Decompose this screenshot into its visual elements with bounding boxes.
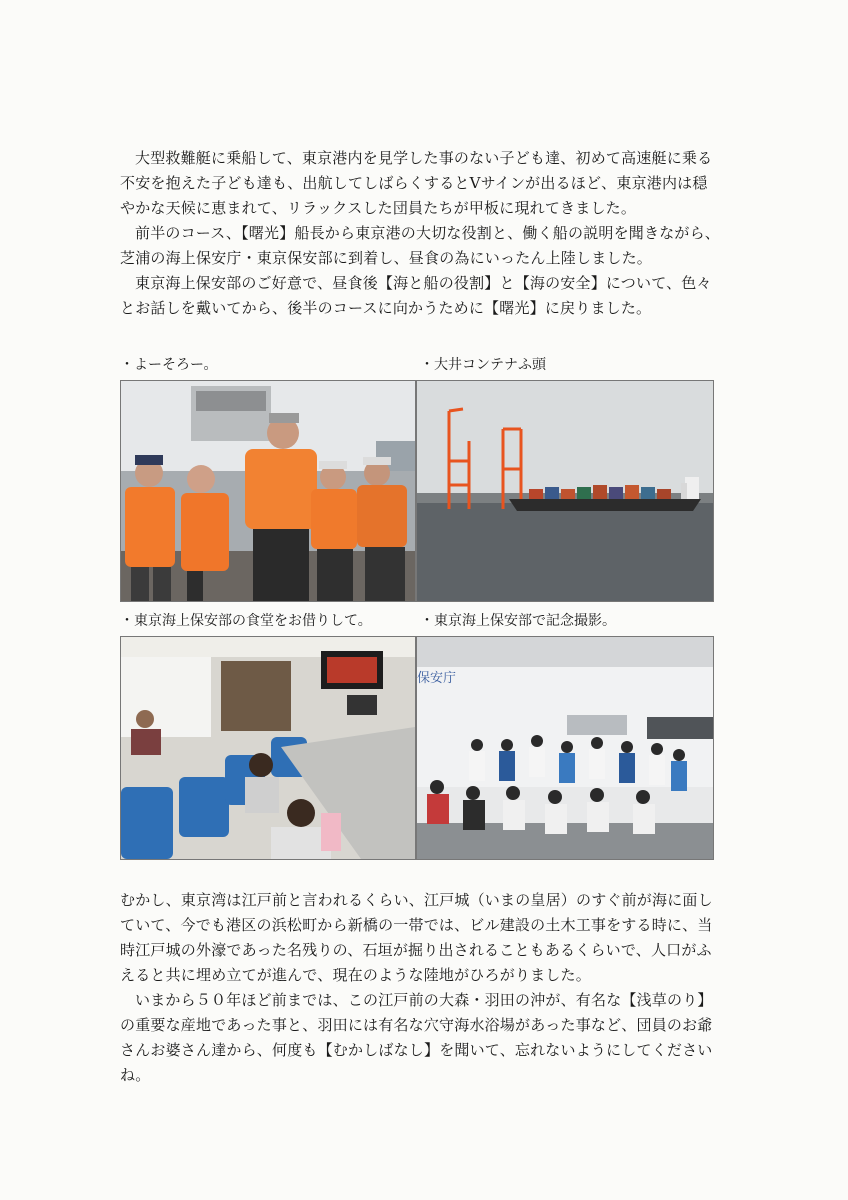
photo-caption-3: ・東京海上保安部の食堂をお借りして。 [120,613,372,629]
photo-caption-1: ・よーそろー。 [120,357,218,373]
photo-group-commemorative [416,636,714,860]
photo-kids-life-jackets [120,380,416,602]
photo-caption-4: ・東京海上保安部で記念撮影。 [420,613,616,629]
photo-cafeteria-lunch [120,636,416,860]
intro-paragraph-1: 大型救難艇に乗船して、東京港内を見学した事のない子ども達、初めて高速艇に乗る不安を抱えた子ども達も、出航してしばらくするとVサインが出るほど、東京港内は穏やかな天候に恵まれて、リラックスした団員たちが甲板に現れてきました。 [120,149,713,217]
photo-caption-2: ・大井コンテナふ頭 [420,357,546,373]
outro-text [120,888,720,1088]
intro-paragraph-2: 前半のコース、【曙光】船長から東京港の大切な役割と、働く船の説明を聞きながら、芝浦の海上保安庁・東京保安部に到着し、昼食の為にいったん上陸しました。 [120,224,721,267]
intro-text [120,146,720,321]
outro-paragraph-1: むかし、東京湾は江戸前と言われるくらい、江戸城（いまの皇居）のすぐ前が海に面していて、今でも港区の浜松町から新橋の一帯では、ビル建設の土木工事をする時に、当時江戸城の外濠であった名残りの、石垣が掘り出されることもあるくらいで、人口がふえると共に埋め立てが進んで、現在のような陸地がひろがりました。 [120,891,713,984]
outro-paragraph-2: いまから５０年ほど前までは、この江戸前の大森・羽田の沖が、有名な【浅草のり】の重要な産地であった事と、羽田には有名な穴守海水浴場があった事など、団員のお爺さんお婆さん達から、何度も【むかしばなし】を聞いて、忘れないようにしてくださいね。 [120,991,713,1084]
photo-container-terminal [416,380,714,602]
intro-paragraph-3: 東京海上保安部のご好意で、昼食後【海と船の役割】と【海の安全】について、色々とお話しを戴いてから、後半のコースに向かうために【曙光】に戻りました。 [120,274,712,317]
ship-hull-text: 保安庁 [417,670,457,685]
